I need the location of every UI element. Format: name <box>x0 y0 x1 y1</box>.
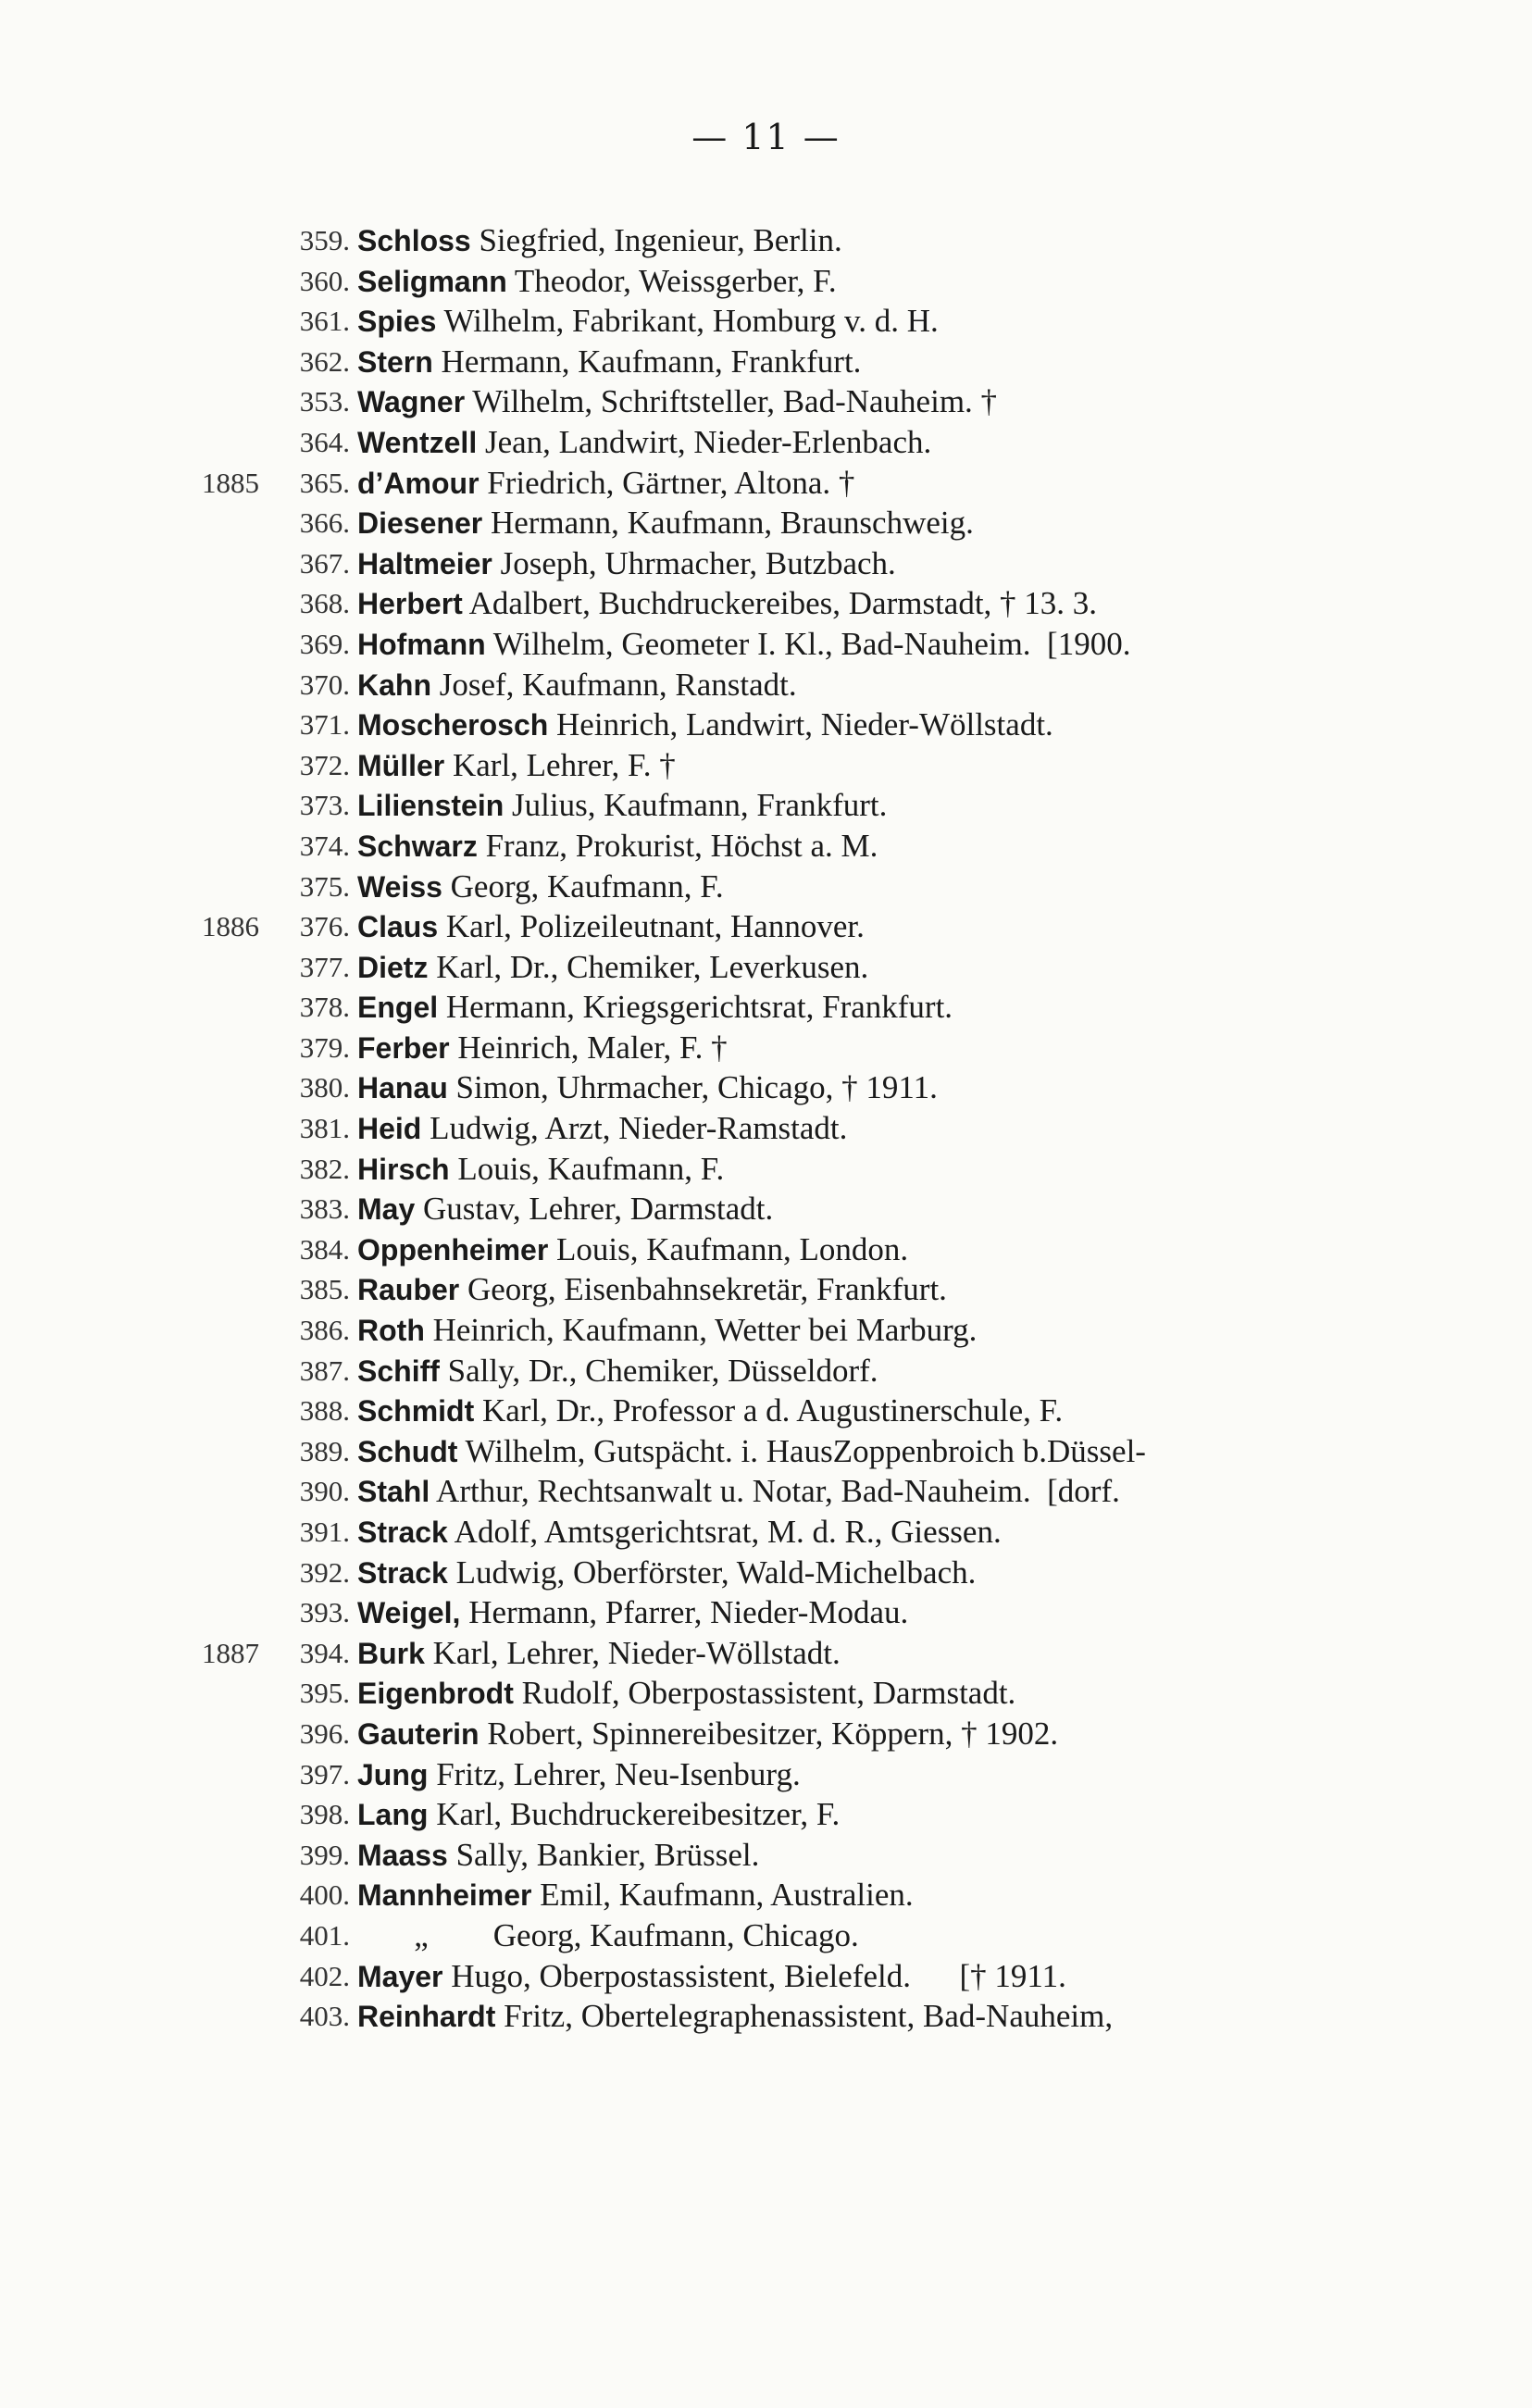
entry-details: Adolf, Amtsgerichtsrat, M. d. R., Giessen. <box>447 1514 1002 1550</box>
entry-number: 371. <box>299 708 350 742</box>
entry-text <box>357 342 861 383</box>
register-entry <box>0 1229 1532 1270</box>
entry-number: 377. <box>299 950 350 983</box>
entry-text <box>357 1229 908 1271</box>
entry-text <box>357 1875 914 1916</box>
entry-text <box>357 422 931 464</box>
entry-surname: Reinhardt <box>357 2000 496 2034</box>
register-entry <box>0 261 1532 302</box>
entry-surname: Hanau <box>357 1071 448 1105</box>
entry-surname: Lang <box>357 1798 429 1832</box>
entry-number: 373. <box>299 789 350 822</box>
entry-text <box>357 1754 801 1796</box>
entry-surname: Schloss <box>357 224 471 257</box>
entry-details: Fritz, Lehrer, Neu-Isenburg. <box>428 1755 801 1792</box>
entry-details: Josef, Kaufmann, Ranstadt. <box>431 666 797 703</box>
register-entry <box>0 1754 1532 1795</box>
entry-details: Wilhelm, Fabrikant, Homburg v. d. H. <box>436 303 939 340</box>
entry-details: Hermann, Kaufmann, Frankfurt. <box>432 343 862 380</box>
entry-number: 370. <box>299 668 350 701</box>
register-entry <box>0 1714 1532 1754</box>
entry-number: 367. <box>299 546 350 580</box>
entry-number: 390. <box>299 1475 350 1508</box>
register-entry <box>0 1794 1532 1835</box>
entry-surname: Roth <box>357 1314 425 1348</box>
entry-surname: Stahl <box>357 1475 430 1509</box>
entry-text <box>357 1714 1058 1755</box>
entry-text <box>357 947 868 989</box>
entry-number: 388. <box>299 1394 350 1428</box>
entry-number: 364. <box>299 425 350 458</box>
entry-text <box>357 1673 1015 1715</box>
entry-text <box>357 1269 947 1311</box>
entry-number: 372. <box>299 748 350 781</box>
entry-year: 1887 <box>202 1636 259 1669</box>
entry-text <box>357 1633 841 1675</box>
entry-number: 396. <box>299 1716 350 1750</box>
register-entry <box>0 705 1532 745</box>
entry-details: Heinrich, Maler, F. † <box>449 1029 728 1066</box>
entry-number: 376. <box>299 910 350 943</box>
entry-number: 394. <box>299 1636 350 1669</box>
entry-text <box>357 1835 759 1877</box>
register-entry <box>0 1067 1532 1108</box>
entry-details: „ Georg, Kaufmann, Chicago. <box>357 1916 859 1953</box>
entry-text <box>357 220 842 262</box>
entry-number: 365. <box>299 466 350 499</box>
entry-surname: Eigenbrodt <box>357 1677 514 1711</box>
entry-details: Wilhelm, Gutspächt. i. HausZoppenbroich b.Düssel- <box>457 1432 1146 1469</box>
entry-text <box>357 1915 859 1957</box>
entry-text <box>357 1592 908 1634</box>
entry-surname: Herbert <box>357 587 463 621</box>
register-entry <box>0 1471 1532 1512</box>
entry-number: 397. <box>299 1757 350 1790</box>
entry-surname: Kahn <box>357 668 431 702</box>
entry-surname: Schiff <box>357 1354 440 1388</box>
entry-text <box>357 745 676 787</box>
entry-surname: Ferber <box>357 1030 450 1065</box>
entry-text <box>357 826 878 867</box>
entry-surname: Weiss <box>357 869 442 904</box>
entry-surname: Schudt <box>357 1434 458 1468</box>
entry-details: Fritz, Obertelegraphenassistent, Bad-Nauheim, <box>495 1998 1114 2035</box>
entry-number: 375. <box>299 869 350 903</box>
entry-text <box>357 624 1130 666</box>
entry-number: 368. <box>299 587 350 620</box>
entry-details: Sally, Dr., Chemiker, Düsseldorf. <box>439 1352 878 1389</box>
entry-surname: Wentzell <box>357 425 478 459</box>
entry-surname: Oppenheimer <box>357 1232 549 1266</box>
register-entry <box>0 583 1532 624</box>
register-entry <box>0 1028 1532 1068</box>
entry-details: Heinrich, Kaufmann, Wetter bei Marburg. <box>424 1312 978 1349</box>
entry-details: Julius, Kaufmann, Frankfurt. <box>504 787 888 824</box>
entry-surname: Hirsch <box>357 1152 450 1186</box>
page-number: — 11 — <box>691 117 841 157</box>
entry-details: Louis, Kaufmann, London. <box>548 1230 909 1267</box>
entry-surname: Lilienstein <box>357 789 504 823</box>
entry-text <box>357 1108 847 1150</box>
entry-details: Karl, Buchdruckereibesitzer, F. <box>428 1796 841 1833</box>
entry-text <box>357 1189 773 1230</box>
entry-details: Hermann, Kriegsgerichtsrat, Frankfurt. <box>438 989 953 1026</box>
entry-number: 362. <box>299 344 350 378</box>
register-entry <box>0 1391 1532 1431</box>
register-entry <box>0 1592 1532 1633</box>
register-entry <box>0 624 1532 665</box>
entry-details: Adalbert, Buchdruckereibes, Darmstadt, † 13. 3. <box>462 585 1098 622</box>
register-entry <box>0 1269 1532 1310</box>
entry-number: 369. <box>299 627 350 660</box>
entry-text <box>357 1471 1120 1513</box>
entry-details: Robert, Spinnereibesitzer, Köppern, † 1902. <box>479 1715 1059 1752</box>
entry-details: Sally, Bankier, Brüssel. <box>447 1836 760 1873</box>
entry-number: 385. <box>299 1273 350 1306</box>
entry-year: 1886 <box>202 910 259 943</box>
register-entry <box>0 1351 1532 1391</box>
entry-details: Hermann, Pfarrer, Nieder-Modau. <box>460 1594 909 1631</box>
entry-surname: Weigel, <box>357 1596 461 1630</box>
entry-surname: Stern <box>357 344 433 379</box>
register-entry <box>0 503 1532 543</box>
register-entry <box>0 463 1532 504</box>
entry-surname: Heid <box>357 1112 422 1146</box>
entry-text <box>357 785 887 827</box>
entry-text <box>357 665 797 706</box>
register-entry <box>0 906 1532 947</box>
entry-number: 402. <box>299 1959 350 1992</box>
entry-surname: Wagner <box>357 385 466 419</box>
entry-number: 383. <box>299 1192 350 1226</box>
entry-details: Ludwig, Arzt, Nieder-Ramstadt. <box>421 1110 848 1147</box>
entry-text <box>357 261 837 303</box>
register-entry <box>0 1512 1532 1553</box>
entry-surname: Haltmeier <box>357 546 492 580</box>
entry-details: Wilhelm, Geometer I. Kl., Bad-Nauheim. [1900. <box>485 625 1131 662</box>
entry-year: 1885 <box>202 466 259 499</box>
register-entry <box>0 1108 1532 1149</box>
entry-text <box>357 705 1053 746</box>
entry-number: 392. <box>299 1555 350 1589</box>
entry-text <box>357 1512 1002 1553</box>
entry-number: 366. <box>299 506 350 540</box>
entry-text <box>357 1431 1146 1473</box>
entry-details: Friedrich, Gärtner, Altona. † <box>479 464 855 501</box>
register-entry <box>0 1673 1532 1714</box>
entry-details: Theodor, Weissgerber, F. <box>506 262 837 299</box>
entry-details: Rudolf, Oberpostassistent, Darmstadt. <box>513 1675 1016 1712</box>
register-entry <box>0 543 1532 584</box>
entry-text <box>357 1794 840 1836</box>
register-entry <box>0 1875 1532 1915</box>
entry-surname: Diesener <box>357 506 483 541</box>
entry-details: Karl, Polizeileutnant, Hannover. <box>438 908 865 945</box>
register-entry <box>0 665 1532 705</box>
register-entry <box>0 1553 1532 1593</box>
entry-text <box>357 1310 977 1352</box>
entry-text <box>357 1351 878 1392</box>
entry-number: 384. <box>299 1232 350 1266</box>
register-entry <box>0 301 1532 342</box>
entry-details: Simon, Uhrmacher, Chicago, † 1911. <box>447 1069 938 1106</box>
entry-number: 382. <box>299 1152 350 1185</box>
register-entry <box>0 947 1532 988</box>
entry-number: 387. <box>299 1354 350 1387</box>
register-entry <box>0 381 1532 422</box>
entry-number: 398. <box>299 1798 350 1831</box>
entry-details: Emil, Kaufmann, Australien. <box>531 1877 914 1914</box>
entry-text <box>357 1553 976 1594</box>
entry-surname: Hofmann <box>357 627 486 661</box>
entry-details: Karl, Dr., Chemiker, Leverkusen. <box>428 948 869 985</box>
entry-details: Joseph, Uhrmacher, Butzbach. <box>492 544 896 581</box>
entry-details: Karl, Lehrer, F. † <box>444 746 676 783</box>
entry-number: 391. <box>299 1516 350 1548</box>
entry-number: 353. <box>299 385 350 418</box>
entry-surname: Gauterin <box>357 1716 480 1751</box>
entry-text <box>357 1391 1063 1432</box>
entry-details: Georg, Eisenbahnsekretär, Frankfurt. <box>459 1271 947 1308</box>
entry-details: Wilhelm, Schriftsteller, Bad-Nauheim. † <box>465 383 998 420</box>
entry-number: 395. <box>299 1677 350 1710</box>
register-entry <box>0 785 1532 826</box>
register-entry <box>0 1956 1532 1997</box>
entry-surname: Moscherosch <box>357 708 549 742</box>
entry-surname: Rauber <box>357 1273 460 1307</box>
entry-text <box>357 1149 724 1191</box>
entry-details: Hugo, Oberpostassistent, Bielefeld. [† 1911. <box>442 1957 1066 1994</box>
entry-number: 380. <box>299 1071 350 1104</box>
member-register <box>0 220 1532 2037</box>
register-entry <box>0 1431 1532 1472</box>
register-entry <box>0 342 1532 382</box>
entry-text <box>357 463 854 505</box>
register-entry <box>0 1189 1532 1229</box>
register-entry <box>0 422 1532 463</box>
entry-number: 403. <box>299 2000 350 2033</box>
entry-text <box>357 301 939 343</box>
entry-surname: Claus <box>357 910 439 944</box>
entry-number: 400. <box>299 1878 350 1912</box>
register-entry <box>0 1633 1532 1674</box>
entry-text <box>357 381 997 423</box>
entry-number: 361. <box>299 305 350 338</box>
register-entry <box>0 987 1532 1028</box>
entry-details: Arthur, Rechtsanwalt u. Notar, Bad-Nauheim. [dorf. <box>430 1473 1120 1510</box>
entry-text <box>357 543 896 585</box>
entry-text <box>357 1956 1066 1998</box>
entry-number: 386. <box>299 1314 350 1347</box>
register-entry <box>0 1915 1532 1956</box>
entry-details: Heinrich, Landwirt, Nieder-Wöllstadt. <box>548 706 1053 743</box>
entry-text <box>357 1067 938 1109</box>
entry-surname: Seligmann <box>357 264 507 298</box>
entry-surname: Maass <box>357 1838 448 1872</box>
entry-surname: May <box>357 1192 416 1227</box>
entry-number: 401. <box>299 1918 350 1952</box>
entry-details: Franz, Prokurist, Höchst a. M. <box>477 827 878 864</box>
entry-details: Karl, Dr., Professor a d. Augustinerschule, F. <box>474 1392 1064 1429</box>
register-entry <box>0 220 1532 261</box>
entry-details: Karl, Lehrer, Nieder-Wöllstadt. <box>424 1634 841 1671</box>
entry-text <box>357 503 974 544</box>
entry-surname: Schmidt <box>357 1394 475 1429</box>
entry-text <box>357 583 1097 625</box>
register-entry <box>0 1310 1532 1351</box>
entry-number: 389. <box>299 1434 350 1467</box>
entry-details: Georg, Kaufmann, F. <box>442 867 724 905</box>
entry-number: 379. <box>299 1030 350 1064</box>
entry-surname: Burk <box>357 1636 425 1670</box>
register-entry <box>0 867 1532 907</box>
entry-number: 378. <box>299 991 350 1024</box>
entry-details: Jean, Landwirt, Nieder-Erlenbach. <box>477 423 932 460</box>
register-entry <box>0 1835 1532 1876</box>
entry-details: Ludwig, Oberförster, Wald-Michelbach. <box>447 1553 977 1591</box>
entry-text <box>357 1028 728 1069</box>
entry-details: Siegfried, Ingenieur, Berlin. <box>470 222 842 258</box>
entry-number: 399. <box>299 1838 350 1871</box>
entry-surname: Mannheimer <box>357 1878 532 1913</box>
entry-number: 360. <box>299 264 350 297</box>
entry-surname: Mayer <box>357 1959 443 1993</box>
entry-surname: Strack <box>357 1555 448 1590</box>
entry-details: Gustav, Lehrer, Darmstadt. <box>415 1191 774 1228</box>
entry-text <box>357 906 865 948</box>
register-entry <box>0 826 1532 867</box>
entry-surname: Strack <box>357 1516 448 1549</box>
entry-surname: d’Amour <box>357 466 480 500</box>
entry-details: Hermann, Kaufmann, Braunschweig. <box>482 505 974 542</box>
entry-text <box>357 867 724 908</box>
entry-surname: Jung <box>357 1757 429 1791</box>
entry-surname: Engel <box>357 991 439 1025</box>
entry-details: Louis, Kaufmann, F. <box>449 1150 725 1187</box>
entry-number: 393. <box>299 1596 350 1629</box>
entry-surname: Spies <box>357 305 437 339</box>
register-entry <box>0 1996 1532 2037</box>
register-entry <box>0 745 1532 786</box>
entry-number: 359. <box>299 224 350 256</box>
entry-text <box>357 987 953 1029</box>
entry-number: 381. <box>299 1112 350 1145</box>
entry-surname: Müller <box>357 748 445 782</box>
entry-text <box>357 1996 1113 2038</box>
register-entry <box>0 1149 1532 1190</box>
entry-surname: Dietz <box>357 950 429 984</box>
entry-surname: Schwarz <box>357 829 478 863</box>
entry-number: 374. <box>299 829 350 862</box>
